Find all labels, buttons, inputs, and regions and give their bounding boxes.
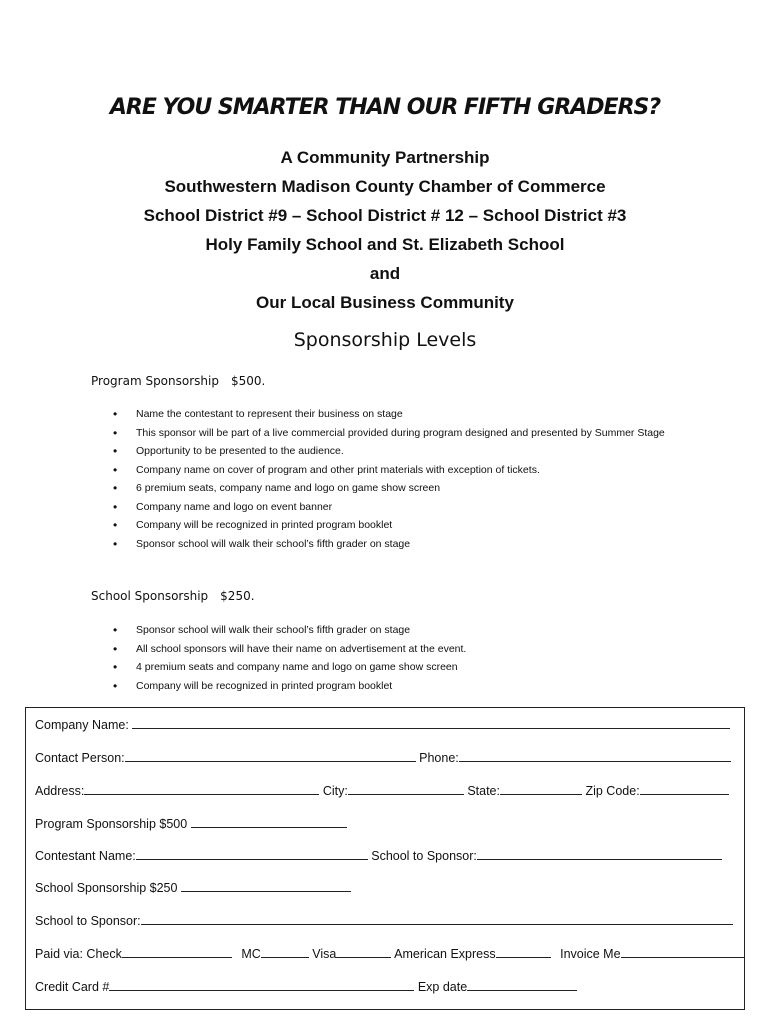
heading-line: Southwestern Madison County Chamber of Commerce bbox=[164, 177, 606, 196]
credit-card-field[interactable] bbox=[109, 979, 414, 991]
payment-row bbox=[35, 946, 745, 961]
program-sponsorship-price: $500. bbox=[230, 374, 266, 388]
list-item: • Company name and logo on event banner bbox=[110, 498, 670, 517]
program-sponsorship-field[interactable] bbox=[191, 816, 347, 828]
school-to-sponsor-label: School to Sponsor: bbox=[371, 849, 477, 863]
address-row bbox=[35, 783, 729, 798]
contact-person-field[interactable] bbox=[125, 750, 416, 762]
school-sponsorship-label: School Sponsorship bbox=[91, 589, 209, 603]
heading-line: Holy Family School and St. Elizabeth School bbox=[205, 235, 565, 254]
mc-field[interactable] bbox=[261, 946, 309, 958]
company-name-field[interactable] bbox=[132, 717, 730, 729]
address-field[interactable] bbox=[84, 783, 319, 795]
list-item: • 6 premium seats, company name and logo on game show screen bbox=[110, 479, 670, 498]
heading-line: and bbox=[369, 264, 401, 283]
list-item: • 4 premium seats and company name and logo on game show screen bbox=[110, 658, 670, 677]
credit-card-row bbox=[35, 979, 577, 994]
paid-via-check-label: Paid via: Check bbox=[35, 947, 122, 961]
list-item: • Opportunity to be presented to the audience. bbox=[110, 442, 670, 461]
school-sponsorship-price: $250. bbox=[220, 589, 255, 603]
program-sponsorship-form-label: Program Sponsorship $500 bbox=[35, 817, 188, 831]
state-label: State: bbox=[467, 784, 500, 798]
invoice-me-label: Invoice Me bbox=[560, 947, 621, 961]
school-benefits-list bbox=[110, 621, 670, 695]
list-item: • This sponsor will be part of a live commercial provided during program designed and presented by Summer Stage bbox=[110, 424, 670, 443]
school-to-sponsor-field[interactable] bbox=[477, 848, 722, 860]
contestant-name-label: Contestant Name: bbox=[35, 849, 136, 863]
zip-code-field[interactable] bbox=[640, 783, 729, 795]
school-sponsorship-form-label: School Sponsorship $250 bbox=[35, 881, 178, 895]
city-field[interactable] bbox=[348, 783, 464, 795]
american-express-field[interactable] bbox=[496, 946, 551, 958]
sponsorship-levels-heading: Sponsorship Levels bbox=[293, 329, 477, 351]
list-item: • Sponsor school will walk their school’s fifth grader on stage bbox=[110, 535, 670, 554]
list-item: • Company name on cover of program and other print materials with exception of tickets. bbox=[110, 461, 670, 480]
list-item: • Sponsor school will walk their school’s fifth grader on stage bbox=[110, 621, 670, 640]
phone-label: Phone: bbox=[419, 751, 459, 765]
school-sponsorship-row bbox=[35, 880, 351, 895]
heading-line: School District #9 – School District # 12 – School District #3 bbox=[143, 206, 627, 225]
heading-line: A Community Partnership bbox=[280, 148, 490, 167]
invoice-me-field[interactable] bbox=[621, 946, 745, 958]
partnership-heading bbox=[0, 143, 770, 317]
list-item: • All school sponsors will have their name on advertisement at the event. bbox=[110, 640, 670, 659]
visa-label: Visa bbox=[312, 947, 337, 961]
program-benefits-list bbox=[110, 405, 670, 553]
school-to-sponsor-label: School to Sponsor: bbox=[35, 914, 141, 928]
school-sponsorship-field[interactable] bbox=[181, 880, 351, 892]
contestant-name-field[interactable] bbox=[136, 848, 368, 860]
exp-date-label: Exp date bbox=[417, 980, 468, 994]
check-field[interactable] bbox=[122, 946, 232, 958]
list-item: • Company will be recognized in printed program booklet bbox=[110, 677, 670, 696]
state-field[interactable] bbox=[500, 783, 582, 795]
american-express-label: American Express bbox=[394, 947, 496, 961]
company-name-row bbox=[35, 717, 730, 732]
heading-line: Our Local Business Community bbox=[256, 293, 514, 312]
page-title: ARE YOU SMARTER THAN OUR FIFTH GRADERS? bbox=[109, 95, 661, 120]
list-item: • Name the contestant to represent their business on stage bbox=[110, 405, 670, 424]
phone-field[interactable] bbox=[459, 750, 731, 762]
address-label: Address: bbox=[35, 784, 85, 798]
contact-row bbox=[35, 750, 731, 765]
program-sponsorship-title bbox=[91, 374, 265, 388]
contestant-row bbox=[35, 848, 722, 863]
school-to-sponsor-row bbox=[35, 913, 733, 928]
credit-card-label: Credit Card # bbox=[35, 980, 110, 994]
program-sponsorship-label: Program Sponsorship bbox=[91, 374, 219, 388]
program-sponsorship-row bbox=[35, 816, 347, 831]
visa-field[interactable] bbox=[336, 946, 391, 958]
city-label: City: bbox=[322, 784, 348, 798]
company-name-label: Company Name: bbox=[35, 718, 129, 732]
contact-person-label: Contact Person: bbox=[35, 751, 125, 765]
list-item: • Company will be recognized in printed program booklet bbox=[110, 516, 670, 535]
mc-label: MC bbox=[241, 947, 261, 961]
school-sponsorship-title bbox=[91, 589, 255, 603]
school-to-sponsor-field[interactable] bbox=[141, 913, 733, 925]
sponsorship-form bbox=[25, 707, 745, 1010]
zip-code-label: Zip Code: bbox=[585, 784, 640, 798]
exp-date-field[interactable] bbox=[467, 979, 577, 991]
